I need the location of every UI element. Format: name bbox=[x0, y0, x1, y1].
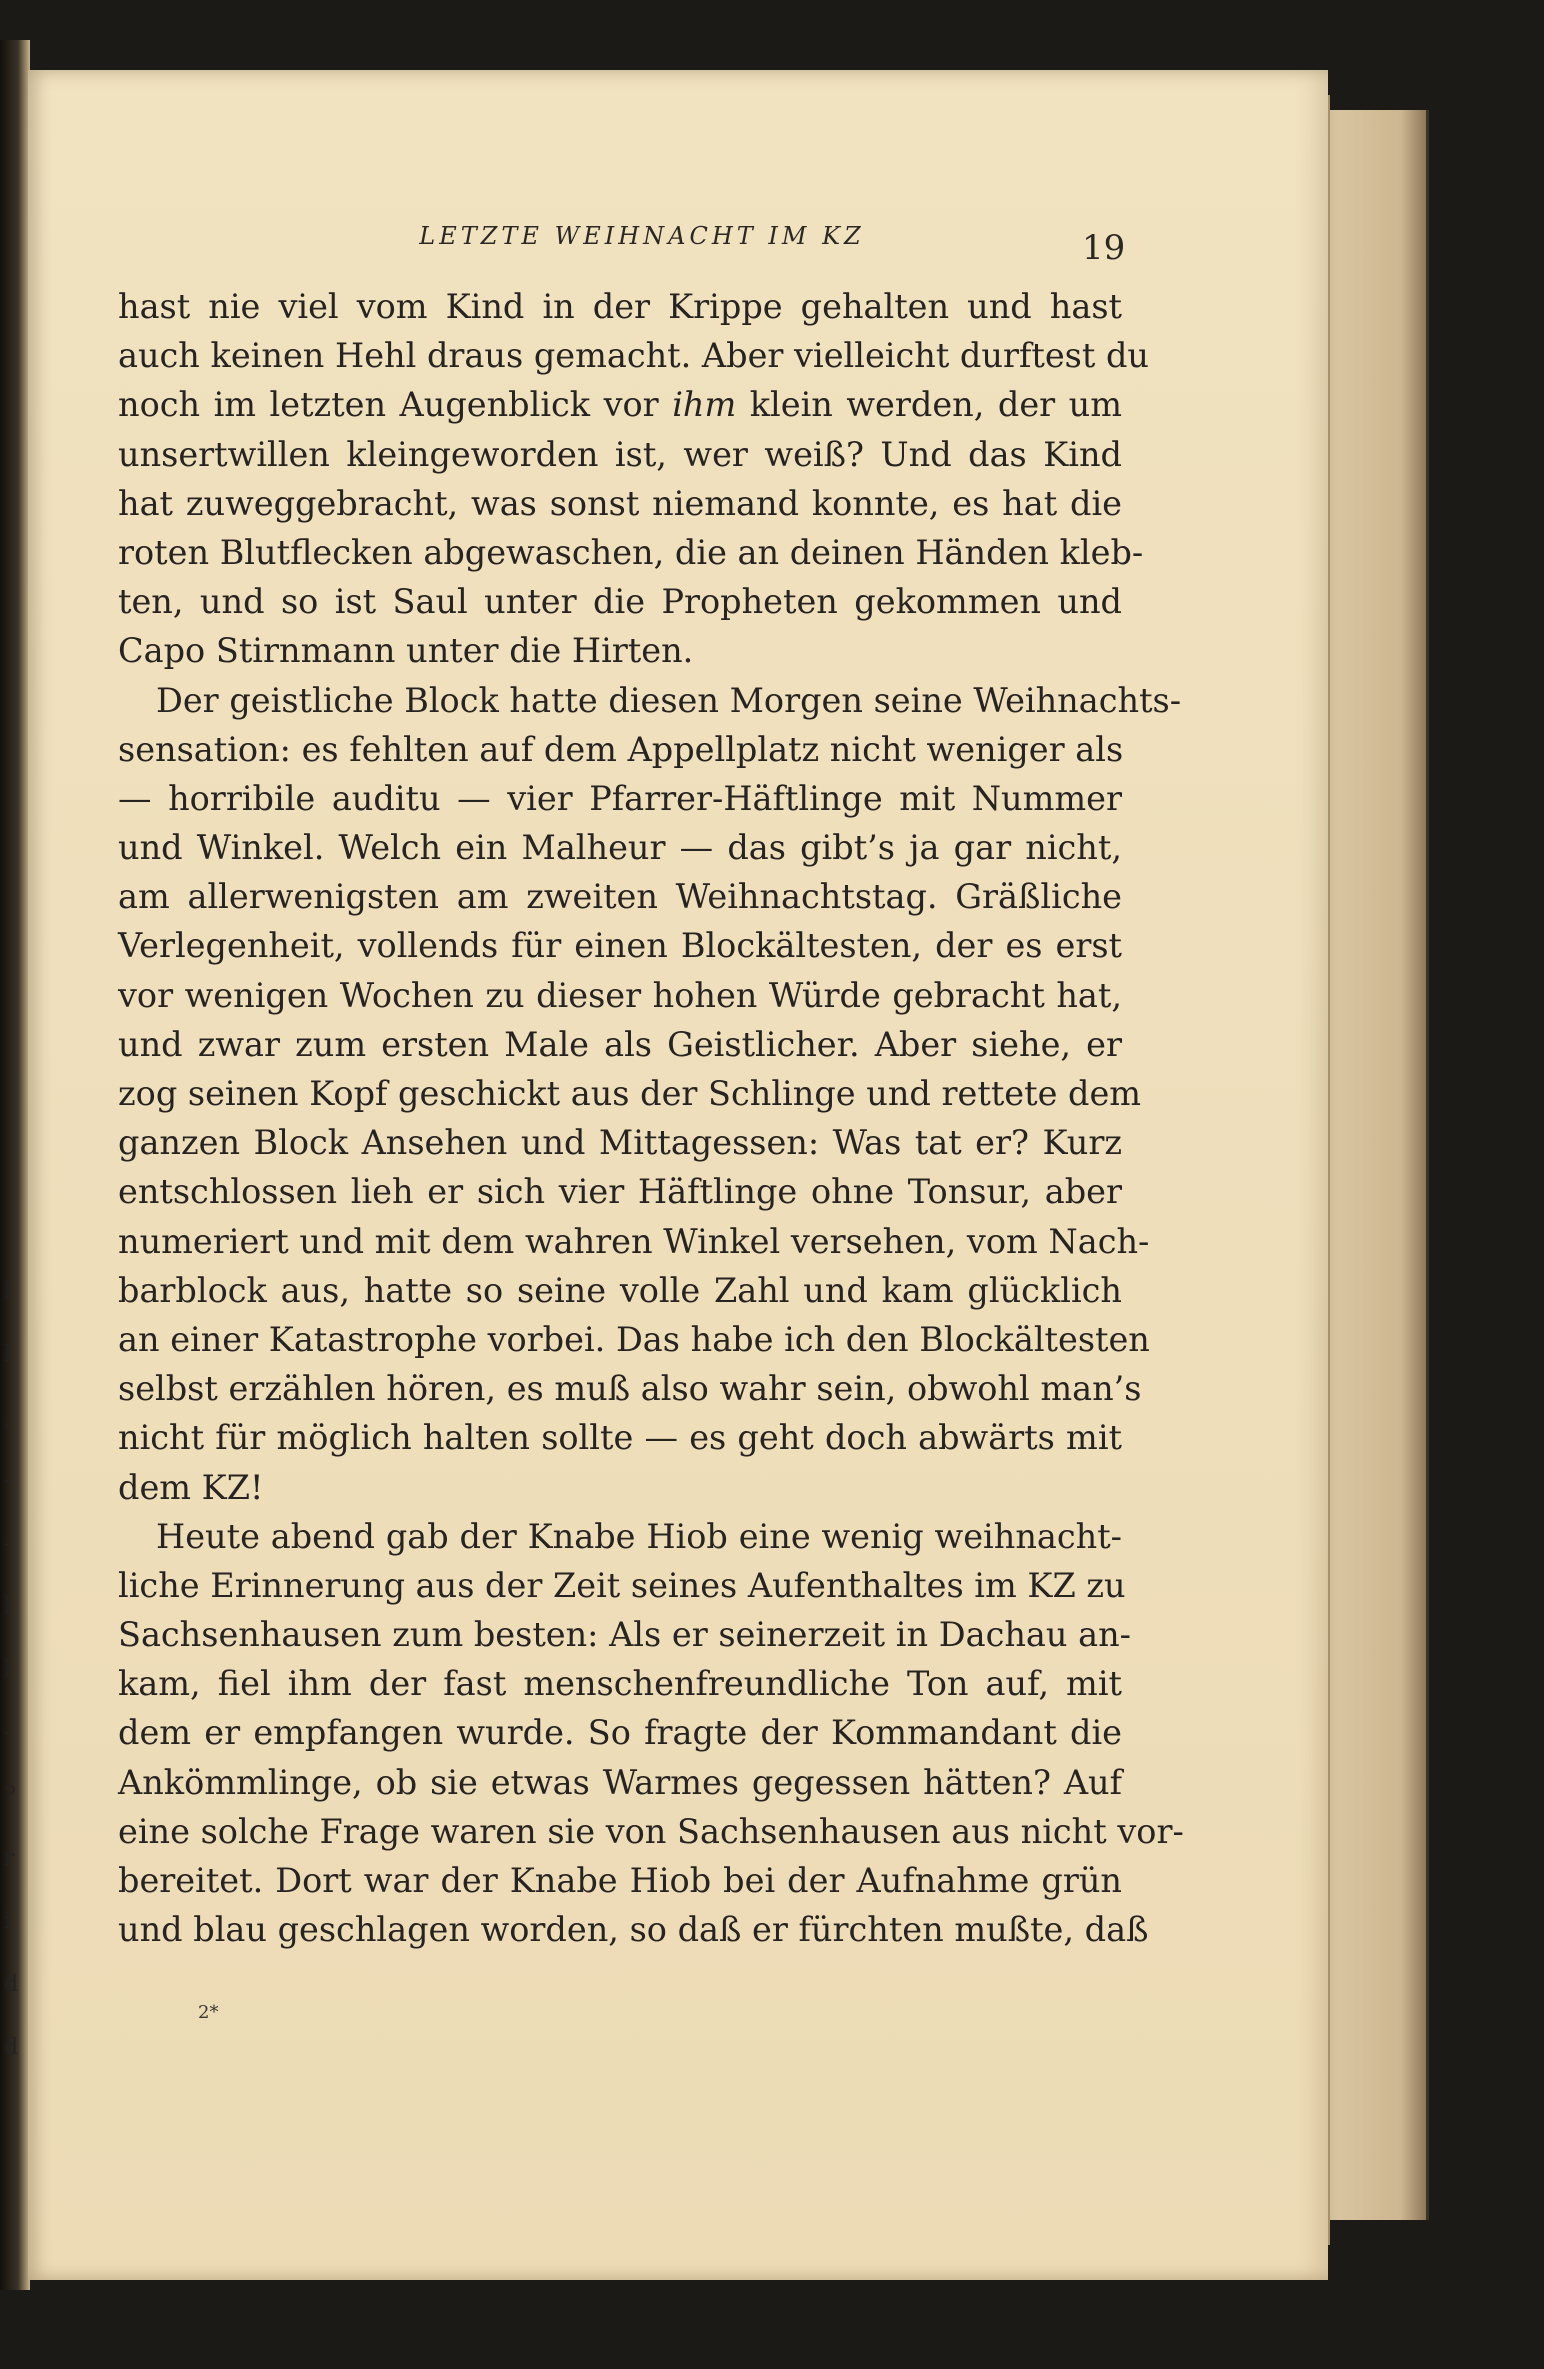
text-line: Sachsenhausen zum besten: Als er seinerzeit in Dachau an- bbox=[118, 1615, 1131, 1655]
text-line: numeriert und mit dem wahren Winkel versehen, vom Nach- bbox=[118, 1221, 1150, 1261]
text-line: und zwar zum ersten Male als Geistlicher. Aber siehe, er bbox=[118, 1024, 1122, 1064]
text-line: Verlegenheit, vollends für einen Blockältesten, der es erst bbox=[118, 926, 1122, 966]
text-line: unsertwillen kleingeworden ist, wer weiß? Und das Kind bbox=[118, 434, 1122, 474]
text-line: entschlossen lieh er sich vier Häftlinge ohne Tonsur, aber bbox=[118, 1172, 1122, 1212]
text-line: am allerwenigsten am zweiten Weihnachtstag. Gräßliche bbox=[118, 877, 1122, 917]
text-line: Der geistliche Block hatte diesen Morgen seine Weihnachts- bbox=[156, 680, 1182, 720]
text-line: Capo Stirnmann unter die Hirten. bbox=[118, 631, 694, 671]
text-line: zog seinen Kopf geschickt aus der Schlinge und rettete dem bbox=[118, 1074, 1142, 1113]
margin-letter: l bbox=[4, 1342, 12, 1367]
text-line: ganzen Block Ansehen und Mittagessen: Was tat er? Kurz bbox=[118, 1123, 1122, 1163]
text-line: kam, fiel ihm der fast menschenfreundliche Ton auf, mit bbox=[118, 1664, 1122, 1704]
adjacent-page-letters bbox=[4, 1260, 24, 2079]
text-line: an einer Katastrophe vorbei. Das habe ich den Blockältesten bbox=[118, 1319, 1150, 1359]
page-number: 19 bbox=[1082, 228, 1126, 268]
text-line: hat zuweggebracht, was sonst niemand konnte, es hat die bbox=[118, 483, 1122, 523]
margin-letter: - bbox=[4, 1468, 12, 1493]
text-line: vor wenigen Wochen zu dieser hohen Würde gebracht hat, bbox=[118, 975, 1122, 1015]
printer-signature: 2* bbox=[198, 2002, 219, 2023]
text-line: dem er empfangen wurde. So fragte der Kommandant die bbox=[118, 1713, 1122, 1753]
text-line: Ankömmlinge, ob sie etwas Warmes gegessen hätten? Auf bbox=[118, 1762, 1122, 1802]
text-line: eine solche Frage waren sie von Sachsenhausen aus nicht vor- bbox=[118, 1811, 1184, 1851]
text-line: liche Erinnerung aus der Zeit seines Aufenthaltes im KZ zu bbox=[118, 1565, 1126, 1605]
text-run: klein werden, der um bbox=[736, 385, 1122, 425]
margin-letter: - bbox=[4, 1531, 12, 1556]
margin-letter: - bbox=[4, 1720, 12, 1745]
text-line: dem KZ! bbox=[118, 1467, 264, 1507]
text-line: hast nie viel vom Kind in der Krippe gehalten und hast bbox=[118, 287, 1122, 326]
text-line: Heute abend gab der Knabe Hiob eine wenig weihnacht- bbox=[156, 1516, 1122, 1556]
text-line: — horribile auditu — vier Pfarrer-Häftlinge mit Nummer bbox=[118, 778, 1122, 818]
text-line: und blau geschlagen worden, so daß er fürchten mußte, daß bbox=[118, 1910, 1149, 1950]
text-line: nicht für möglich halten sollte — es geht doch abwärts mit bbox=[118, 1418, 1122, 1458]
text-line: bereitet. Dort war der Knabe Hiob bei der Aufnahme grün bbox=[118, 1861, 1122, 1900]
emphasis-run: ihm bbox=[672, 385, 737, 425]
margin-letter: ? bbox=[4, 1783, 16, 1808]
margin-letter: l bbox=[4, 1279, 12, 1304]
text-line: sensation: es fehlten auf dem Appellplatz nicht weniger als bbox=[118, 729, 1124, 769]
margin-letter: l bbox=[4, 1594, 12, 1619]
margin-letter: d bbox=[4, 2035, 19, 2060]
margin-letter: r bbox=[4, 1846, 15, 1871]
text-line: selbst erzählen hören, es muß also wahr sein, obwohl man’s bbox=[118, 1369, 1142, 1409]
text-run: noch im letzten Augenblick vor bbox=[118, 385, 673, 425]
margin-letter: d bbox=[4, 1972, 19, 1997]
text-line bbox=[118, 380, 1122, 429]
margin-letter: i bbox=[4, 1909, 12, 1934]
text-line: ten, und so ist Saul unter die Propheten gekommen und bbox=[118, 582, 1122, 622]
text-line: auch keinen Hehl draus gemacht. Aber vielleicht durftest du bbox=[118, 336, 1149, 376]
margin-letter: , bbox=[4, 1405, 11, 1430]
text-line: und Winkel. Welch ein Malheur — das gibt’s ja gar nicht, bbox=[118, 828, 1122, 868]
margin-letter: l bbox=[4, 1657, 12, 1682]
running-title: LETZTE WEIHNACHT IM KZ bbox=[419, 222, 865, 250]
text-line: barblock aus, hatte so seine volle Zahl und kam glücklich bbox=[118, 1270, 1122, 1310]
body-text bbox=[118, 282, 1184, 1954]
text-line: roten Blutflecken abgewaschen, die an deinen Händen kleb- bbox=[118, 532, 1144, 572]
